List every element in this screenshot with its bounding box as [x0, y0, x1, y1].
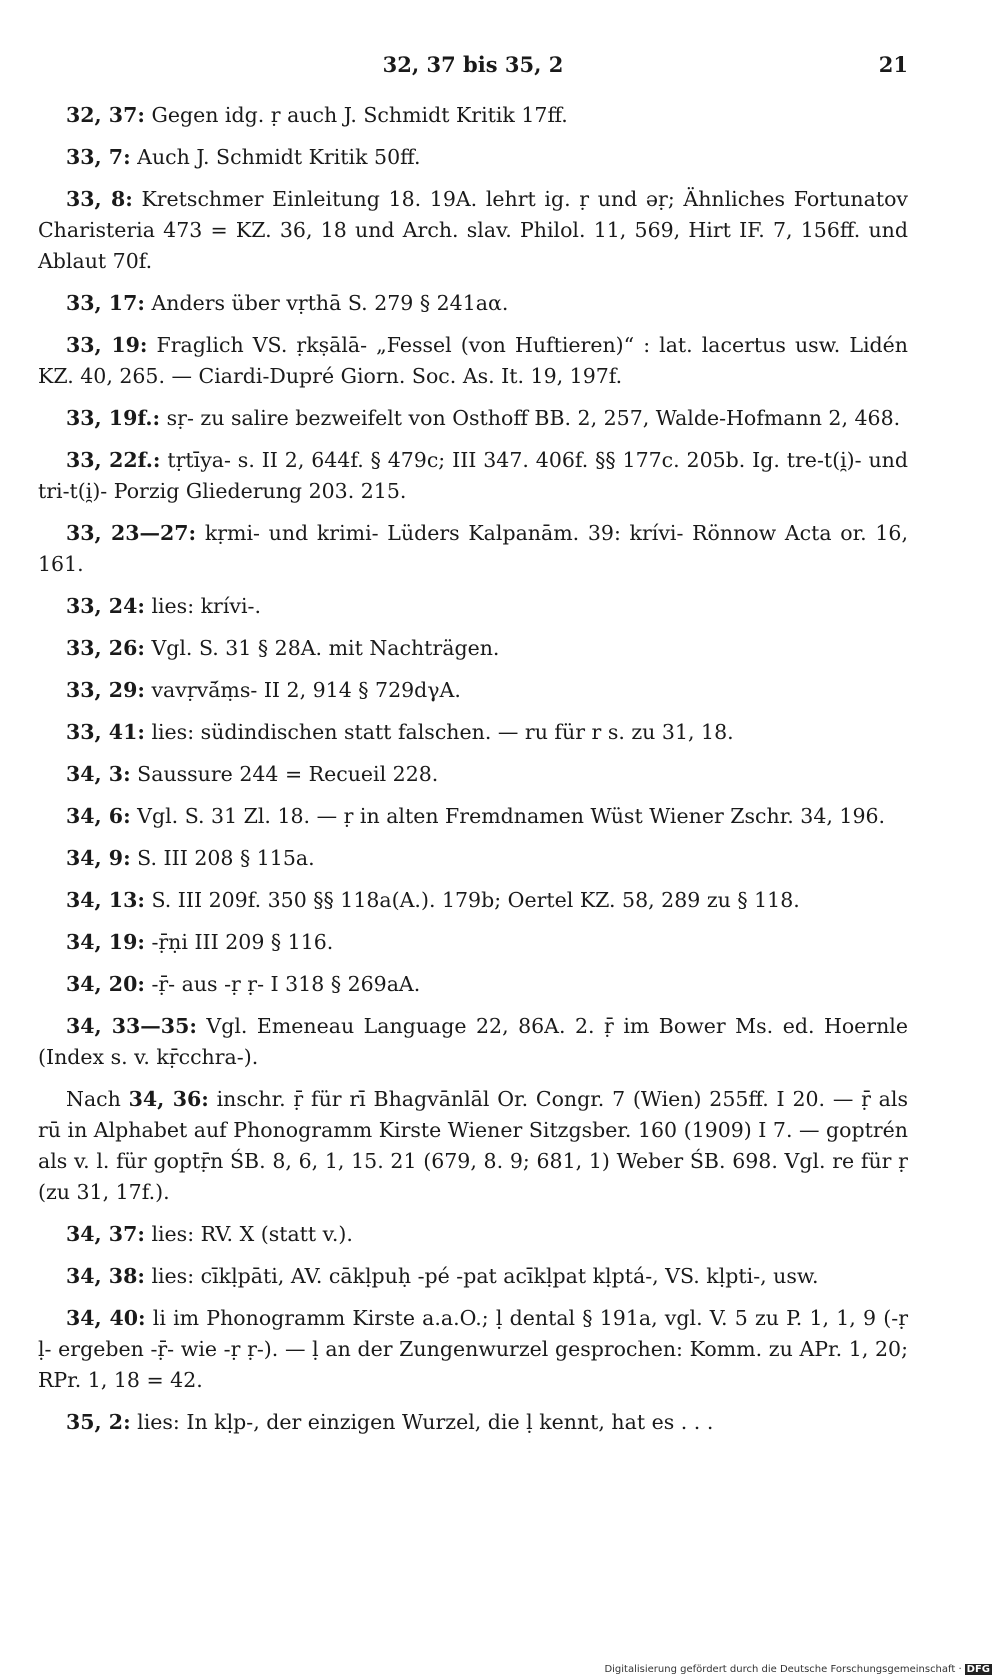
entry-text: kṛmi- und krimi- Lüders Kalpanām. 39: krívi- Rönnow Acta or. 16, 161.: [38, 521, 908, 576]
list-item: [38, 142, 908, 173]
entry-ref: 33, 19:: [66, 333, 148, 357]
entry-text: Vgl. Emeneau Language 22, 86A. 2. ṝ im Bower Ms. ed. Hoernle (Index s. v. kṝcchra-).: [38, 1014, 908, 1069]
entry-ref: 34, 13:: [66, 888, 145, 912]
entry-ref: 34, 33—35:: [66, 1014, 197, 1038]
entry-text: inschr. ṝ für rī Bhagvānlāl Or. Congr. 7 (Wien) 255ff. I 20. — ṝ als rū in Alphabet auf Phonogramm Kirste Wiener Sitzgsber. 160 (1909) I 7. — goptrén als v. l. für goptṝn ŚB. 8, 6, 1, 15. 21 (679, 8. 9; 681, 1) Weber ŚB. 698. Vgl. re für ṛ (zu 31, 17f.).: [38, 1087, 908, 1204]
entry-ref: 33, 23—27:: [66, 521, 197, 545]
entry-ref: 35, 2:: [66, 1410, 131, 1434]
entry-text: S. III 209f. 350 §§ 118a(A.). 179b; Oertel KZ. 58, 289 zu § 118.: [151, 888, 800, 912]
dfg-logo: DFG: [966, 1664, 990, 1675]
entry-ref: 34, 37:: [66, 1222, 145, 1246]
entry-ref: 33, 26:: [66, 636, 145, 660]
entry-text: -ṝṇi III 209 § 116.: [151, 930, 334, 954]
entry-text: vavṛvā́ṃs- II 2, 914 § 729dγA.: [151, 678, 461, 702]
entry-text: tṛtīya- s. II 2, 644f. § 479c; III 347. 406f. §§ 177c. 205b. Ig. tre-t(i̯)- und tri-t(i̯)- Porzig Gliederung 203. 215.: [38, 448, 908, 503]
entry-text: Gegen idg. ṛ auch J. Schmidt Kritik 17ff.: [151, 103, 568, 127]
list-item: [38, 843, 908, 874]
entry-ref: 34, 9:: [66, 846, 131, 870]
list-item: [38, 1261, 908, 1292]
list-item: [38, 518, 908, 580]
entry-text: lies: krívi-.: [151, 594, 261, 618]
entry-ref: 33, 19f.:: [66, 406, 161, 430]
page-number: 21: [878, 52, 908, 77]
entry-text: Fraglich VS. ṛkṣālā- „Fessel (von Huftieren)“ : lat. lacertus usw. Lidén KZ. 40, 265. — Ciardi-Dupré Giorn. Soc. As. It. 19, 197f.: [38, 333, 908, 388]
entry-text: Anders über vṛthā S. 279 § 241aα.: [151, 291, 509, 315]
list-item: [38, 330, 908, 392]
entry-text: Vgl. S. 31 Zl. 18. — ṛ in alten Fremdnamen Wüst Wiener Zschr. 34, 196.: [137, 804, 886, 828]
entry-ref: 34, 3:: [66, 762, 131, 786]
list-item: [38, 759, 908, 790]
list-item: [38, 717, 908, 748]
list-item: [38, 1219, 908, 1250]
entry-text: lies: In kḷp-, der einzigen Wurzel, die ḷ kennt, hat es . . .: [137, 1410, 714, 1434]
list-item: [38, 801, 908, 832]
entry-ref: 34, 36:: [128, 1087, 209, 1111]
entry-prefix: Nach: [66, 1087, 121, 1111]
entry-ref: 33, 22f.:: [66, 448, 161, 472]
list-item: [38, 1407, 908, 1438]
credit-text: Digitalisierung gefördert durch die Deutsche Forschungsgemeinschaft ·: [604, 1664, 962, 1675]
entry-ref: 34, 6:: [66, 804, 131, 828]
list-item: [38, 1011, 908, 1073]
entry-ref: 33, 17:: [66, 291, 145, 315]
entry-text: sṛ- zu salire bezweifelt von Osthoff BB. 2, 257, Walde-Hofmann 2, 468.: [166, 406, 901, 430]
list-item: [38, 184, 908, 277]
entry-ref: 33, 7:: [66, 145, 131, 169]
entry-text: Saussure 244 = Recueil 228.: [137, 762, 439, 786]
entry-ref: 34, 38:: [66, 1264, 145, 1288]
entry-text: Kretschmer Einleitung 18. 19A. lehrt ig. ṛ und əṛ; Ähnliches Fortunatov Charisteria 473 = KZ. 36, 18 und Arch. slav. Philol. 11, 569, Hirt IF. 7, 156ff. und Ablaut 70f.: [38, 187, 908, 273]
entry-text: -ṝ- aus -ṛ ṛ- I 318 § 269aA.: [151, 972, 421, 996]
entry-ref: 34, 40:: [66, 1306, 146, 1330]
entry-text: lies: südindischen statt falschen. — ru für r s. zu 31, 18.: [151, 720, 734, 744]
list-item: [38, 969, 908, 1000]
entry-ref: 34, 19:: [66, 930, 145, 954]
running-title: 32, 37 bis 35, 2: [382, 52, 564, 77]
list-item: [38, 885, 908, 916]
list-item: [38, 1303, 908, 1396]
list-item: [38, 445, 908, 507]
entries-list: [38, 100, 908, 1449]
entry-ref: 34, 20:: [66, 972, 145, 996]
list-item: [38, 675, 908, 706]
list-item: [38, 927, 908, 958]
list-item: [38, 591, 908, 622]
entry-ref: 33, 41:: [66, 720, 145, 744]
entry-text: S. III 208 § 115a.: [137, 846, 315, 870]
entry-ref: 32, 37:: [66, 103, 145, 127]
list-item: [38, 1084, 908, 1208]
entry-text: Auch J. Schmidt Kritik 50ff.: [137, 145, 421, 169]
list-item: [38, 633, 908, 664]
entry-ref: 33, 29:: [66, 678, 145, 702]
page-header: [38, 52, 908, 82]
footer-credit: [604, 1664, 992, 1675]
list-item: [38, 403, 908, 434]
entry-text: lies: cīkḷpāti, AV. cākḷpuḥ -pé -pat acīkḷpat kḷptá-, VS. kḷpti-, usw.: [151, 1264, 819, 1288]
entry-text: lies: RV. X (statt v.).: [151, 1222, 353, 1246]
list-item: [38, 100, 908, 131]
entry-text: li im Phonogramm Kirste a.a.O.; ḷ dental § 191a, vgl. V. 5 zu P. 1, 1, 9 (-ṛ ḷ- ergeben -ṝ- wie -ṛ ṛ-). — ḷ an der Zungenwurzel gesprochen: Komm. zu APr. 1, 20; RPr. 1, 18 = 42.: [38, 1306, 908, 1392]
list-item: [38, 288, 908, 319]
entry-ref: 33, 8:: [66, 187, 133, 211]
entry-ref: 33, 24:: [66, 594, 145, 618]
entry-text: Vgl. S. 31 § 28A. mit Nachträgen.: [151, 636, 500, 660]
